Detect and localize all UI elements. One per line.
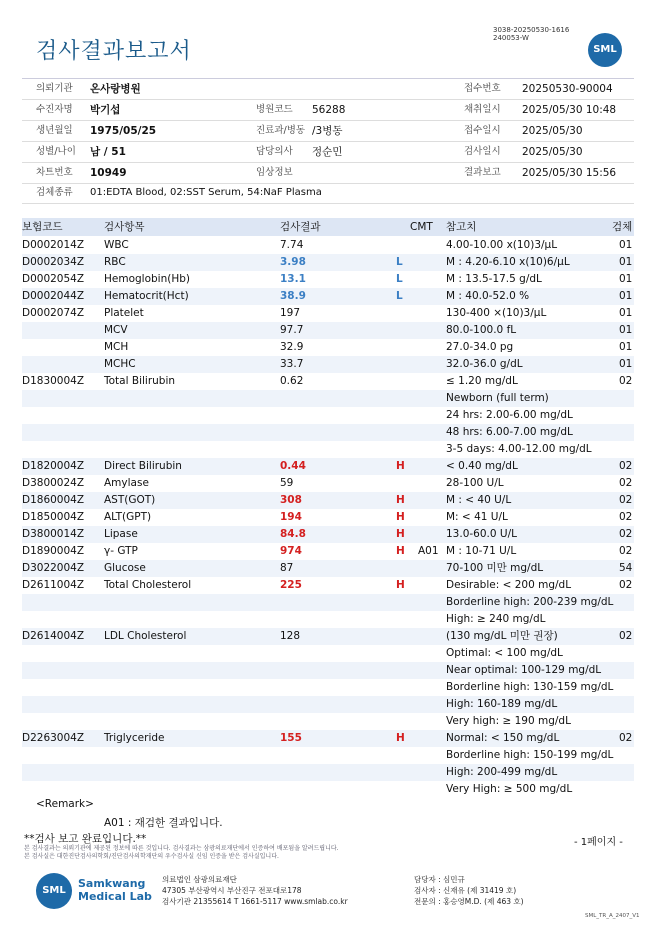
result-flag: H bbox=[396, 579, 405, 591]
test-item: Hemoglobin(Hb) bbox=[104, 273, 191, 285]
page-number: - 1페이지 - bbox=[574, 837, 623, 848]
reference-range: Very High: ≥ 500 mg/dL bbox=[446, 783, 573, 795]
test-item: Platelet bbox=[104, 307, 144, 319]
test-item: MCH bbox=[104, 341, 129, 353]
info-row-4: 성별/나이 남 / 51 담당의사 정순민 검사일시 2025/05/30 bbox=[22, 142, 634, 163]
reference-range: M : 13.5-17.5 g/dL bbox=[446, 273, 542, 285]
reference-range: Optimal: < 100 mg/dL bbox=[446, 647, 563, 659]
patient-name: 박기섭 bbox=[90, 104, 121, 116]
table-row bbox=[22, 526, 634, 543]
table-row bbox=[22, 492, 634, 509]
test-item: LDL Cholesterol bbox=[104, 630, 187, 642]
fine-print-1: 본 검사결과는 의뢰기관에 제공된 정보에 따른 것입니다. 검사결과는 삼광의료재단에서 인증하여 배포됨을 알려드립니다. bbox=[24, 845, 339, 852]
reference-range: 80.0-100.0 fL bbox=[446, 324, 517, 336]
test-result: 33.7 bbox=[280, 358, 304, 370]
test-item: MCHC bbox=[104, 358, 136, 370]
test-result: 13.1 bbox=[280, 273, 306, 285]
test-item: AST(GOT) bbox=[104, 494, 156, 506]
reference-range: 27.0-34.0 pg bbox=[446, 341, 514, 353]
table-row bbox=[22, 407, 634, 424]
collect-date: 2025/05/30 10:48 bbox=[522, 104, 617, 116]
reference-range: ≤ 1.20 mg/dL bbox=[446, 375, 518, 387]
info-row-6: 검체종류 01:EDTA Blood, 02:SST Serum, 54:NaF Plasma bbox=[22, 183, 634, 204]
document-id: 3038-20250530-1616 240053-W bbox=[493, 26, 570, 42]
table-row bbox=[22, 356, 634, 373]
table-row bbox=[22, 509, 634, 526]
test-item: Total Bilirubin bbox=[104, 375, 176, 387]
sex-age: 남 / 51 bbox=[90, 146, 126, 158]
test-code: D3800014Z bbox=[22, 528, 85, 540]
col-cmt: CMT bbox=[410, 221, 433, 233]
reference-range: High: ≥ 240 mg/dL bbox=[446, 613, 546, 625]
reference-range: 28-100 U/L bbox=[446, 477, 504, 489]
specimen-code: 01 bbox=[619, 239, 633, 251]
test-result: 0.62 bbox=[280, 375, 304, 387]
reference-range: Desirable: < 200 mg/dL bbox=[446, 579, 572, 591]
test-item: Direct Bilirubin bbox=[104, 460, 182, 472]
test-result: 7.74 bbox=[280, 239, 304, 251]
reference-range: Very high: ≥ 190 mg/dL bbox=[446, 715, 571, 727]
test-item: Hematocrit(Hct) bbox=[104, 290, 189, 302]
result-flag: L bbox=[396, 290, 403, 302]
reference-range: 24 hrs: 2.00-6.00 mg/dL bbox=[446, 409, 573, 421]
test-result: 84.8 bbox=[280, 528, 306, 540]
specimen-code: 02 bbox=[619, 375, 633, 387]
test-result: 197 bbox=[280, 307, 301, 319]
table-row bbox=[22, 339, 634, 356]
receipt-date: 2025/05/30 bbox=[522, 125, 583, 137]
test-code: D0002054Z bbox=[22, 273, 85, 285]
table-row bbox=[22, 594, 634, 611]
col-ref: 참고치 bbox=[446, 221, 477, 233]
test-code: D3022004Z bbox=[22, 562, 85, 574]
reference-range: M : 10-71 U/L bbox=[446, 545, 517, 557]
table-row bbox=[22, 475, 634, 492]
table-row bbox=[22, 271, 634, 288]
table-row bbox=[22, 305, 634, 322]
test-item: Total Cholesterol bbox=[104, 579, 192, 591]
test-result: 194 bbox=[280, 511, 302, 523]
table-row bbox=[22, 747, 634, 764]
test-code: D1860004Z bbox=[22, 494, 85, 506]
test-item: ALT(GPT) bbox=[104, 511, 152, 523]
dept: /3병동 bbox=[312, 125, 343, 137]
reference-range: Borderline high: 200-239 mg/dL bbox=[446, 596, 614, 608]
reference-range: Borderline high: 150-199 mg/dL bbox=[446, 749, 614, 761]
results-table-header bbox=[22, 218, 634, 236]
test-code: D1890004Z bbox=[22, 545, 85, 557]
specimen-code: 02 bbox=[619, 494, 633, 506]
doctor: 정순민 bbox=[312, 146, 343, 158]
test-item: Amylase bbox=[104, 477, 149, 489]
specimen-code: 01 bbox=[619, 341, 633, 353]
info-row-1: 의뢰기관 온사랑병원 접수번호 20250530-90004 bbox=[22, 79, 634, 100]
test-code: D2263004Z bbox=[22, 732, 85, 744]
table-row bbox=[22, 577, 634, 594]
reference-range: 130-400 ×(10)3/µL bbox=[446, 307, 547, 319]
hospital-code: 56288 bbox=[312, 104, 346, 116]
test-result: 308 bbox=[280, 494, 302, 506]
table-row bbox=[22, 611, 634, 628]
test-code: D0002074Z bbox=[22, 307, 85, 319]
footer-staff: 담당자 : 심민규 검사자 : 신재유 (제 31419 호) 전문의 : 홍승영M.D. (제 463 호) bbox=[414, 875, 524, 906]
table-row bbox=[22, 288, 634, 305]
test-code: D0002034Z bbox=[22, 256, 85, 268]
col-item: 검사항목 bbox=[104, 221, 145, 233]
specimen-code: 01 bbox=[619, 358, 633, 370]
reference-range: High: 160-189 mg/dL bbox=[446, 698, 558, 710]
result-flag: H bbox=[396, 545, 405, 557]
table-row bbox=[22, 679, 634, 696]
reference-range: M : 40.0-52.0 % bbox=[446, 290, 530, 302]
reference-range: Near optimal: 100-129 mg/dL bbox=[446, 664, 602, 676]
specimen-code: 02 bbox=[619, 545, 633, 557]
specimen-types: 01:EDTA Blood, 02:SST Serum, 54:NaF Plasma bbox=[90, 187, 322, 198]
info-row-2: 수진자명 박기섭 병원코드 56288 채취일시 2025/05/30 10:48 bbox=[22, 100, 634, 121]
table-row bbox=[22, 781, 634, 798]
info-row-5: 차트번호 10949 임상정보 결과보고 2025/05/30 15:56 bbox=[22, 163, 634, 184]
footer-address: 의료법인 삼광의료재단 47305 부산광역시 부산진구 전포대로178 검사기관 21355614 T 1661-5117 www.smlab.co.kr bbox=[162, 875, 348, 906]
specimen-code: 02 bbox=[619, 528, 633, 540]
table-row bbox=[22, 730, 634, 747]
reference-range: 13.0-60.0 U/L bbox=[446, 528, 517, 540]
hospital-name: 온사랑병원 bbox=[90, 83, 141, 95]
result-flag: H bbox=[396, 494, 405, 506]
test-code: D1850004Z bbox=[22, 511, 85, 523]
test-result: 3.98 bbox=[280, 256, 306, 268]
test-result: 97.7 bbox=[280, 324, 304, 336]
test-item: MCV bbox=[104, 324, 128, 336]
table-row bbox=[22, 441, 634, 458]
result-flag: L bbox=[396, 256, 403, 268]
table-row bbox=[22, 254, 634, 271]
test-result: 32.9 bbox=[280, 341, 304, 353]
reference-range: M : < 40 U/L bbox=[446, 494, 512, 506]
table-row bbox=[22, 424, 634, 441]
test-item: WBC bbox=[104, 239, 129, 251]
remark-label: <Remark> bbox=[36, 798, 94, 810]
test-code: D3800024Z bbox=[22, 477, 85, 489]
specimen-code: 54 bbox=[619, 562, 633, 574]
comment-code: A01 bbox=[418, 545, 439, 557]
table-row bbox=[22, 390, 634, 407]
remark-text: A01 : 재검한 결과입니다. bbox=[104, 817, 223, 829]
reference-range: M : 4.20-6.10 x(10)6/µL bbox=[446, 256, 570, 268]
company-name: Samkwang Medical Lab bbox=[78, 877, 152, 903]
test-item: Glucose bbox=[104, 562, 146, 574]
report-date: 2025/05/30 15:56 bbox=[522, 167, 617, 179]
table-row bbox=[22, 322, 634, 339]
test-item: RBC bbox=[104, 256, 126, 268]
reference-range: < 0.40 mg/dL bbox=[446, 460, 518, 472]
reference-range: 32.0-36.0 g/dL bbox=[446, 358, 523, 370]
table-row bbox=[22, 764, 634, 781]
specimen-code: 02 bbox=[619, 630, 633, 642]
test-result: 155 bbox=[280, 732, 302, 744]
table-row bbox=[22, 373, 634, 390]
test-result: 87 bbox=[280, 562, 294, 574]
specimen-code: 01 bbox=[619, 324, 633, 336]
specimen-code: 02 bbox=[619, 477, 633, 489]
dob: 1975/05/25 bbox=[90, 125, 157, 137]
test-code: D1830004Z bbox=[22, 375, 85, 387]
chart-no: 10949 bbox=[90, 167, 127, 179]
table-row bbox=[22, 458, 634, 475]
specimen-code: 02 bbox=[619, 579, 633, 591]
reference-range: Normal: < 150 mg/dL bbox=[446, 732, 560, 744]
table-row bbox=[22, 628, 634, 645]
page-title: 검사결과보고서 bbox=[36, 39, 192, 64]
specimen-code: 01 bbox=[619, 307, 633, 319]
test-result: 0.44 bbox=[280, 460, 306, 472]
reference-range: High: 200-499 mg/dL bbox=[446, 766, 558, 778]
test-result: 225 bbox=[280, 579, 302, 591]
test-result: 59 bbox=[280, 477, 294, 489]
form-code: SML_TR_A_2407_V1 bbox=[585, 913, 640, 919]
result-flag: L bbox=[396, 273, 403, 285]
info-row-3: 생년월일 1975/05/25 진료과/병동 /3병동 접수일시 2025/05/30 bbox=[22, 121, 634, 142]
table-row bbox=[22, 713, 634, 730]
result-flag: H bbox=[396, 511, 405, 523]
specimen-code: 02 bbox=[619, 511, 633, 523]
table-row bbox=[22, 543, 634, 560]
test-result: 128 bbox=[280, 630, 301, 642]
report-complete: **검사 보고 완료입니다.** bbox=[24, 833, 147, 845]
reference-range: 3-5 days: 4.00-12.00 mg/dL bbox=[446, 443, 592, 455]
test-code: D2614004Z bbox=[22, 630, 85, 642]
table-row bbox=[22, 237, 634, 254]
specimen-code: 01 bbox=[619, 290, 633, 302]
reference-range: Borderline high: 130-159 mg/dL bbox=[446, 681, 614, 693]
col-specimen: 검체 bbox=[612, 221, 633, 233]
test-item: γ- GTP bbox=[104, 545, 138, 557]
col-result: 검사결과 bbox=[280, 221, 321, 233]
reference-range: M: < 41 U/L bbox=[446, 511, 508, 523]
test-code: D0002044Z bbox=[22, 290, 85, 302]
footer-logo: SML bbox=[36, 873, 72, 909]
reference-range: 4.00-10.00 x(10)3/µL bbox=[446, 239, 558, 251]
test-item: Triglyceride bbox=[104, 732, 165, 744]
test-code: D1820004Z bbox=[22, 460, 85, 472]
test-code: D0002014Z bbox=[22, 239, 85, 251]
receipt-no: 20250530-90004 bbox=[522, 83, 613, 95]
table-row bbox=[22, 645, 634, 662]
test-code: D2611004Z bbox=[22, 579, 85, 591]
result-flag: H bbox=[396, 528, 405, 540]
table-row bbox=[22, 662, 634, 679]
result-flag: H bbox=[396, 732, 405, 744]
specimen-code: 02 bbox=[619, 732, 633, 744]
test-result: 974 bbox=[280, 545, 302, 557]
specimen-code: 02 bbox=[619, 460, 633, 472]
table-row bbox=[22, 560, 634, 577]
specimen-code: 01 bbox=[619, 256, 633, 268]
reference-range: (130 mg/dL 미만 권장) bbox=[446, 630, 558, 642]
col-code: 보험코드 bbox=[22, 221, 63, 233]
reference-range: 48 hrs: 6.00-7.00 mg/dL bbox=[446, 426, 573, 438]
test-result: 38.9 bbox=[280, 290, 306, 302]
result-flag: H bbox=[396, 460, 405, 472]
test-date: 2025/05/30 bbox=[522, 146, 583, 158]
reference-range: 70-100 미만 mg/dL bbox=[446, 562, 544, 574]
table-row bbox=[22, 696, 634, 713]
sml-logo: SML bbox=[588, 33, 622, 67]
specimen-code: 01 bbox=[619, 273, 633, 285]
fine-print-2: 본 검사실은 대한진단검사의학회/진단검사의학재단의 우수검사실 신임 인증을 받은 검사실입니다. bbox=[24, 853, 279, 860]
test-item: Lipase bbox=[104, 528, 138, 540]
reference-range: Newborn (full term) bbox=[446, 392, 549, 404]
